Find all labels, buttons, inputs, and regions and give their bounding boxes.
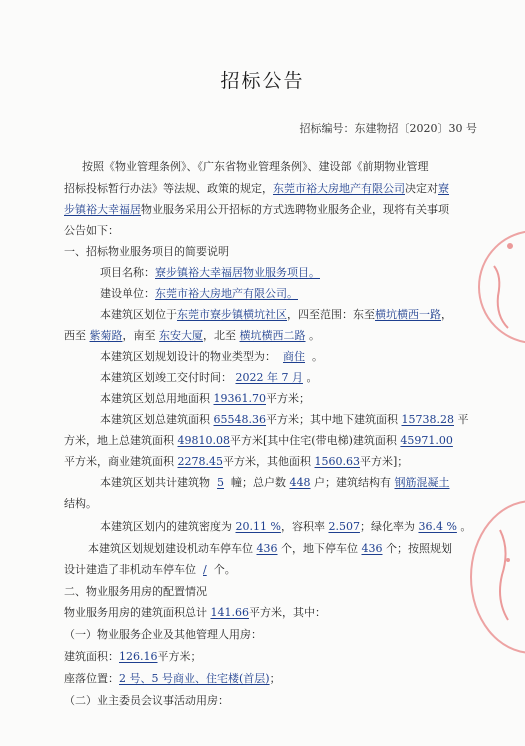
parking-row-2: 设计建造了非机动车停车位 / 个。: [64, 563, 236, 576]
intro-line-3: 步镇裕大幸福居物业服务采用公开招标的方式选聘物业服务企业，现将有关事项: [64, 203, 449, 216]
sub-1-area-row: 建筑面积：126.16平方米；: [64, 650, 202, 663]
land-area-row: 本建筑区划总用地面积 19361.70平方米；: [100, 392, 310, 405]
section-2-heading: 二、物业服务用房的配置情况: [64, 585, 207, 598]
company-seal-top-text: [488, 236, 518, 336]
building-row-2: 结构。: [64, 497, 97, 510]
sub-2-heading: （二）业主委员会议事活动用房：: [64, 694, 229, 707]
developer: 东莞市裕大房地产有限公司。: [155, 287, 298, 300]
service-room-total-row: 物业服务用房的建筑面积总计 141.66平方米，其中：: [64, 606, 326, 619]
project-name-row: 项目名称：寮步镇裕大幸福居物业服务项目。: [100, 266, 320, 279]
intro-line-2: 招标投标暂行办法》等法规、政策的规定，东莞市裕大房地产有限公司决定对寮: [64, 182, 449, 195]
floor-area-row-1: 本建筑区划总建筑面积 65548.36平方米；其中地下建筑面积 15738.28 平: [100, 413, 469, 426]
density-row: 本建筑区划内的建筑密度为 20.11 %，容积率 2.507；绿化率为 36.4 % 。: [100, 520, 472, 533]
location-row-1: 本建筑区划位于东莞市寮步镇横坑社区，四至范围：东至横坑横西一路，: [100, 308, 452, 321]
intro-line-4: 公告如下：: [64, 224, 119, 237]
property-type-row: 本建筑区划规划设计的物业类型为： 商住 。: [100, 350, 323, 363]
developer-row: 建设单位：东莞市裕大房地产有限公司。: [100, 287, 298, 300]
company-seal-side-text: [490, 520, 520, 630]
parking-row-1: 本建筑区划规划建设机动车停车位 436 个，地下停车位 436 个；按照规划: [88, 542, 452, 555]
floor-area-row-2: 方米，地上总建筑面积 49810.08平方米[其中住宅(带电梯)建筑面积 45971.00: [64, 434, 453, 447]
building-row-1: 本建筑区划共计建筑物 5 幢；总户数 448 户；建筑结构有 钢筋混凝土: [100, 476, 450, 489]
page-title: 招标公告: [220, 70, 305, 92]
developer-name: 东莞市裕大房地产有限公司: [273, 182, 405, 195]
location-row-2: 西至 紫菊路，南至 东安大厦，北至 横坑横西二路 。: [64, 329, 320, 342]
delivery-date-row: 本建筑区划竣工交付时间： 2022 年 7 月 。: [100, 371, 318, 384]
tender-number: 招标编号：东建物招〔2020〕30 号: [299, 122, 477, 135]
project-name-inline: 步镇裕大幸福居: [64, 203, 141, 216]
floor-area-row-3: 平方米，商业建筑面积 2278.45平方米，其他面积 1560.63平方米]；: [64, 455, 409, 468]
sub-1-location-row: 座落位置：2 号、5 号商业、住宅楼(首层)；: [64, 672, 281, 685]
project-name: 寮步镇裕大幸福居物业服务项目。: [155, 266, 320, 279]
intro-line-1: 按照《物业管理条例》、《广东省物业管理条例》、建设部《前期物业管理: [82, 160, 429, 173]
section-1-heading: 一、招标物业服务项目的简要说明: [64, 245, 229, 258]
sub-1-heading: （一）物业服务企业及其他管理人用房：: [64, 628, 262, 641]
